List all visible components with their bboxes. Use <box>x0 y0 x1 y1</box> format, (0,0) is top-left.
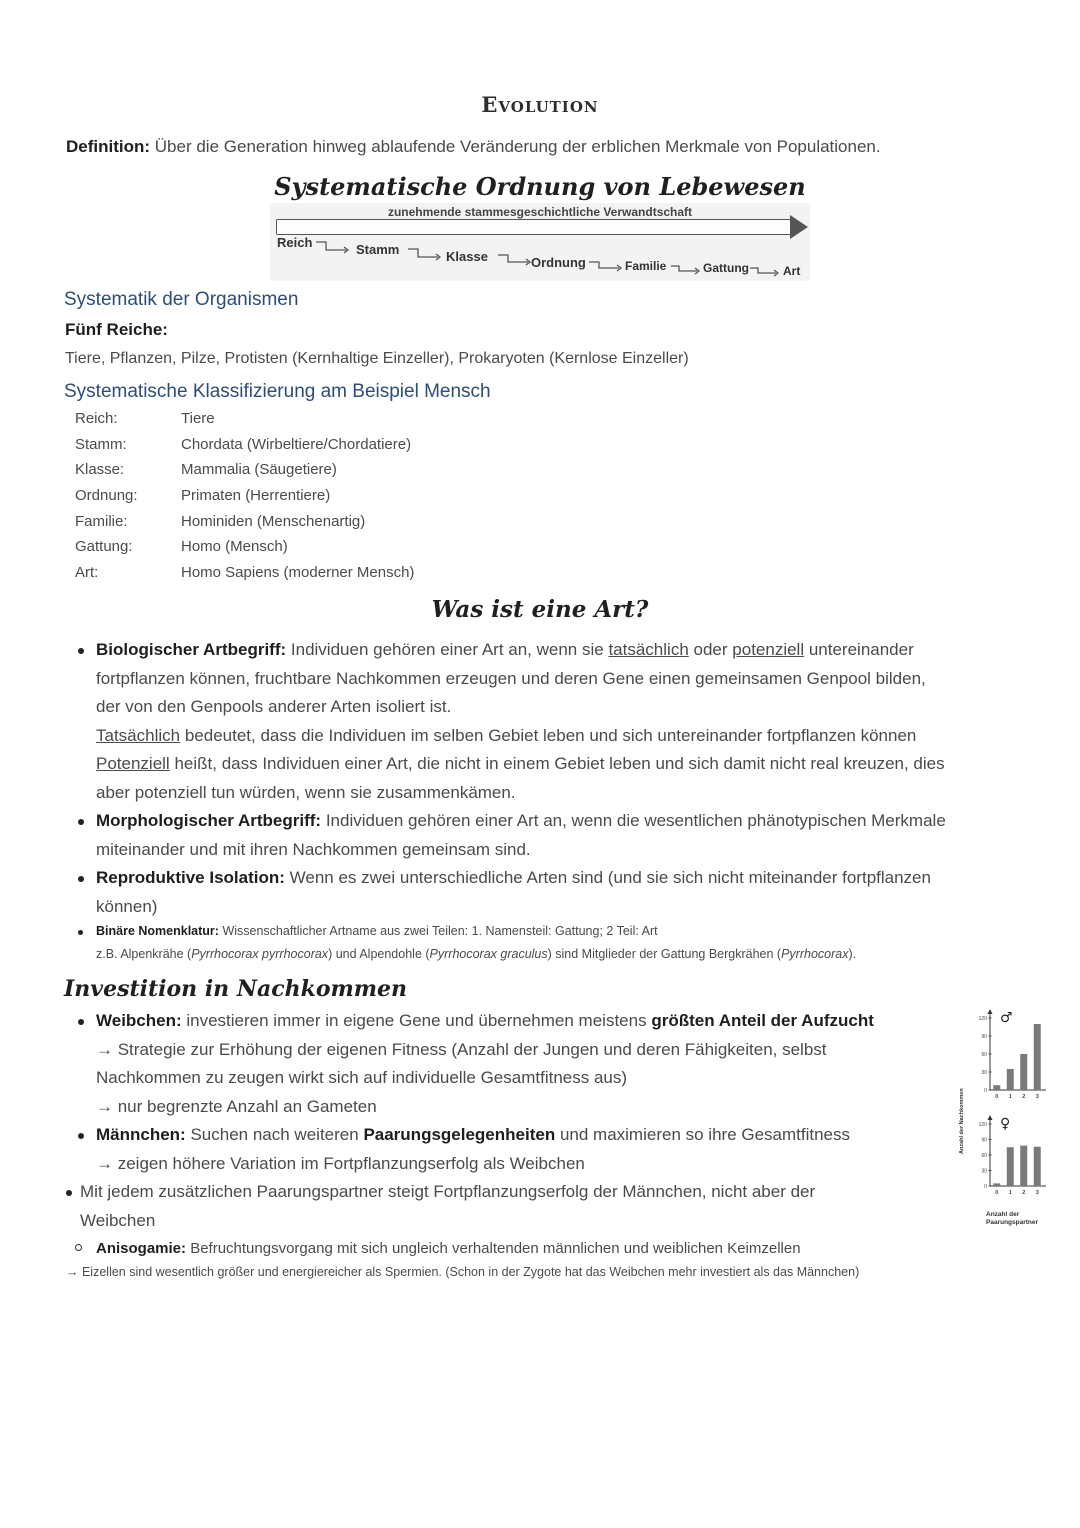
bullet-icon <box>66 1190 72 1196</box>
male-text: Suchen nach weiteren <box>190 1125 359 1144</box>
morph-text: Individuen gehören einer Art an, wenn die wesentlichen phänotypischen Merkmale <box>325 811 946 830</box>
anisogamie-label: Anisogamie: <box>96 1240 187 1257</box>
pot-line <box>96 750 945 779</box>
bar <box>1034 1024 1041 1090</box>
repro-label: Reproduktive Isolation: <box>96 868 285 887</box>
art-title: Was ist eine Art? <box>431 596 649 623</box>
binary-text: Wissenschaftlicher Artname aus zwei Teilen: 1. Namensteil: Gattung; 2 Teil: Art <box>222 924 658 938</box>
level-ordnung: Ordnung <box>531 255 586 270</box>
row-value: Mammalia (Säugetiere) <box>181 461 337 479</box>
row-key: Gattung: <box>75 538 133 556</box>
y-tick-label: 120 <box>978 1122 987 1128</box>
bio-text: Individuen gehören einer Art an, wenn sie <box>290 640 604 659</box>
bar <box>1034 1147 1041 1186</box>
row-key: Klasse: <box>75 461 125 479</box>
level-stamm: Stamm <box>356 242 400 257</box>
row-key: Stamm: <box>75 435 127 453</box>
bullet-icon <box>78 648 84 654</box>
repro-line-1 <box>96 864 931 893</box>
hierarchy-figure <box>270 203 810 281</box>
level-gattung: Gattung <box>703 261 749 275</box>
bar <box>993 1183 1000 1186</box>
row-key: Reich: <box>75 410 118 427</box>
definition-text: Über die Generation hinweg ablaufende Veränderung der erblichen Merkmale von Populationen. <box>154 137 881 156</box>
y-tick-label: 120 <box>978 1016 987 1022</box>
row-value: Primaten (Herrentiere) <box>181 487 331 505</box>
y-tick-label: 30 <box>981 1168 987 1175</box>
anisogamie-line <box>96 1235 801 1264</box>
pot-word: Potenziell <box>96 754 170 773</box>
female-line-4: → nur begrenzte Anzahl an Gameten <box>96 1097 377 1116</box>
level-familie: Familie <box>625 259 667 273</box>
female-label: Weibchen: <box>96 1011 182 1030</box>
female-text: investieren immer in eigene Gene und übernehmen meistens <box>186 1011 647 1030</box>
example-species: Pyrrhocorax pyrrhocorax <box>191 947 329 961</box>
morph-line-2: miteinander und mit ihren Nachkommen gemeinsam sind. <box>96 840 531 859</box>
example-text: z.B. Alpenkrähe ( <box>96 947 192 961</box>
x-tick-label: 0 <box>995 1094 999 1100</box>
male-line-2: → zeigen höhere Variation im Fortpflanzungserfolg als Weibchen <box>96 1154 585 1173</box>
chart-xlabel: Anzahl der <box>986 1211 1020 1218</box>
bio-potenziell: potenziell <box>732 640 805 659</box>
systematik-heading: Systematik der Organismen <box>64 289 299 310</box>
bio-label: Biologischer Artbegriff: <box>96 640 287 659</box>
art-section <box>0 636 1080 976</box>
y-tick-label: 0 <box>984 1088 987 1094</box>
bio-line-3: der von den Genpools anderer Arten isoliert ist. <box>96 697 452 716</box>
row-key: Familie: <box>75 512 128 530</box>
pot-text: heißt, dass Individuen einer Art, die nicht in einem Gebiet leben und sich damit nicht real kreuzen, dies <box>174 754 945 773</box>
x-tick-label: 2 <box>1022 1094 1026 1100</box>
bullet-icon <box>78 1019 84 1025</box>
tats-word: Tatsächlich <box>96 726 181 745</box>
binary-example <box>96 944 856 964</box>
row-value: Homo (Mensch) <box>181 538 288 556</box>
male-label: Männchen: <box>96 1125 186 1144</box>
definition <box>66 137 881 157</box>
level-art: Art <box>783 264 801 278</box>
circle-bullet-icon <box>75 1244 82 1251</box>
chart-ylabel: Anzahl der Nachkommen <box>959 1088 965 1154</box>
female-line-2: → Strategie zur Erhöhung der eigenen Fitness (Anzahl der Jungen und deren Fähigkeiten, selbst <box>96 1040 827 1059</box>
tats-text: bedeutet, dass die Individuen im selben Gebiet leben und sich untereinander fortpflanzen können <box>184 726 917 745</box>
y-tick-label: 60 <box>981 1052 987 1058</box>
binary-line-1 <box>96 921 658 941</box>
bar <box>1007 1147 1014 1186</box>
bio-oder: oder <box>693 640 728 659</box>
anisogamie-text: Befruchtungsvorgang mit sich ungleich verhaltenden männlichen und weiblichen Keimzellen <box>190 1240 801 1257</box>
y-tick-label: 90 <box>981 1034 987 1040</box>
morph-line-1 <box>96 807 946 836</box>
classification-heading: Systematische Klassifizierung am Beispiel Mensch <box>64 381 491 402</box>
chart-male <box>979 1009 1046 1100</box>
partner-line-1: Mit jedem zusätzlichen Paarungspartner steigt Fortpflanzungserfolg der Männchen, nicht aber der <box>80 1182 816 1201</box>
example-text: ) sind Mitglieder der Gattung Bergkrähen ( <box>547 947 782 961</box>
level-reich: Reich <box>277 235 313 250</box>
repro-line-2: können) <box>96 897 158 916</box>
male-line-1 <box>96 1121 850 1150</box>
x-tick-label: 1 <box>1008 1190 1012 1196</box>
female-symbol-icon: ♀ <box>1000 1116 1011 1132</box>
example-species: Pyrrhocorax graculus <box>429 947 548 961</box>
row-value: Homo Sapiens (moderner Mensch) <box>181 564 415 582</box>
x-tick-label: 0 <box>995 1190 999 1196</box>
morph-label: Morphologischer Artbegriff: <box>96 811 322 830</box>
x-tick-label: 3 <box>1035 1094 1039 1100</box>
male-symbol-icon: ♂ <box>1000 1010 1013 1026</box>
female-line-1 <box>96 1007 874 1036</box>
male-emphasis: Paarungsgelegenheiten <box>363 1125 556 1144</box>
offspring-charts <box>950 1002 1050 1234</box>
bio-line-2: fortpflanzen können, fruchtbare Nachkommen erzeugen und deren Gene einen gemeinsamen Genpool bilden, <box>96 669 926 688</box>
bar <box>1020 1146 1027 1186</box>
example-text: ) und Alpendohle ( <box>328 947 430 961</box>
row-value: Tiere <box>181 410 215 427</box>
row-value: Hominiden (Menschenartig) <box>181 512 366 530</box>
x-tick-label: 2 <box>1022 1190 1026 1196</box>
bullet-icon <box>78 819 84 825</box>
bio-line-1 <box>96 636 914 665</box>
bar <box>993 1085 1000 1090</box>
investment-title: Investition in Nachkommen <box>64 976 408 1002</box>
chart-female <box>979 1115 1046 1196</box>
bar <box>1007 1069 1014 1090</box>
bio-text-end: untereinander <box>808 640 914 659</box>
row-value: Chordata (Wirbeltiere/Chordatiere) <box>181 435 412 453</box>
binary-label: Binäre Nomenklatur: <box>96 924 219 938</box>
bullet-icon <box>78 1133 84 1139</box>
bullet-icon <box>78 930 83 935</box>
y-tick-label: 30 <box>981 1070 987 1076</box>
x-tick-label: 3 <box>1035 1190 1039 1196</box>
female-line-3: Nachkommen zu zeugen wirkt sich auf individuelle Gesamtfitness aus) <box>96 1068 628 1087</box>
bar <box>1020 1054 1027 1090</box>
level-klasse: Klasse <box>446 249 488 264</box>
repro-text: Wenn es zwei unterschiedliche Arten sind (und sie sich nicht miteinander fortpflanzen <box>289 868 931 887</box>
hierarchy-caption: zunehmende stammesgeschichtliche Verwandtschaft <box>387 205 693 219</box>
tats-line <box>96 722 916 751</box>
investment-section <box>0 1007 940 1307</box>
row-key: Ordnung: <box>75 487 138 505</box>
axis-arrow-icon <box>988 1115 993 1120</box>
page-title: Evolution <box>481 92 599 117</box>
chart-xlabel: Paarungspartner <box>986 1219 1039 1226</box>
x-tick-label: 1 <box>1008 1094 1012 1100</box>
axis-arrow-icon <box>988 1009 993 1014</box>
female-emphasis: größten Anteil der Aufzucht <box>651 1011 874 1030</box>
row-key: Art: <box>75 564 99 582</box>
bullet-icon <box>78 876 84 882</box>
five-kingdoms-text: Tiere, Pflanzen, Pilze, Protisten (Kernhaltige Einzeller), Prokaryoten (Kernlose Einzeller) <box>65 350 689 367</box>
partner-line-2: Weibchen <box>80 1211 156 1230</box>
y-tick-label: 0 <box>984 1184 987 1190</box>
five-kingdoms-heading: Fünf Reiche: <box>65 320 168 339</box>
male-text-end: und maximieren so ihre Gesamtfitness <box>559 1125 851 1144</box>
pot-line-2: aber potenziell tun würden, wenn sie zusammenkämen. <box>96 783 516 802</box>
definition-label: Definition: <box>66 137 151 156</box>
y-tick-label: 60 <box>981 1153 987 1159</box>
example-genus: Pyrrhocorax <box>781 947 849 961</box>
y-tick-label: 90 <box>981 1137 987 1144</box>
systematic-order-title: Systematische Ordnung von Lebewesen <box>274 172 806 201</box>
example-text: ). <box>848 947 857 961</box>
anisogamie-note: → Eizellen sind wesentlich größer und energiereicher als Spermien. (Schon in der Zygote hat das Weibchen mehr investiert als das Männchen) <box>66 1265 860 1279</box>
bio-tatsaechlich: tatsächlich <box>608 640 689 659</box>
